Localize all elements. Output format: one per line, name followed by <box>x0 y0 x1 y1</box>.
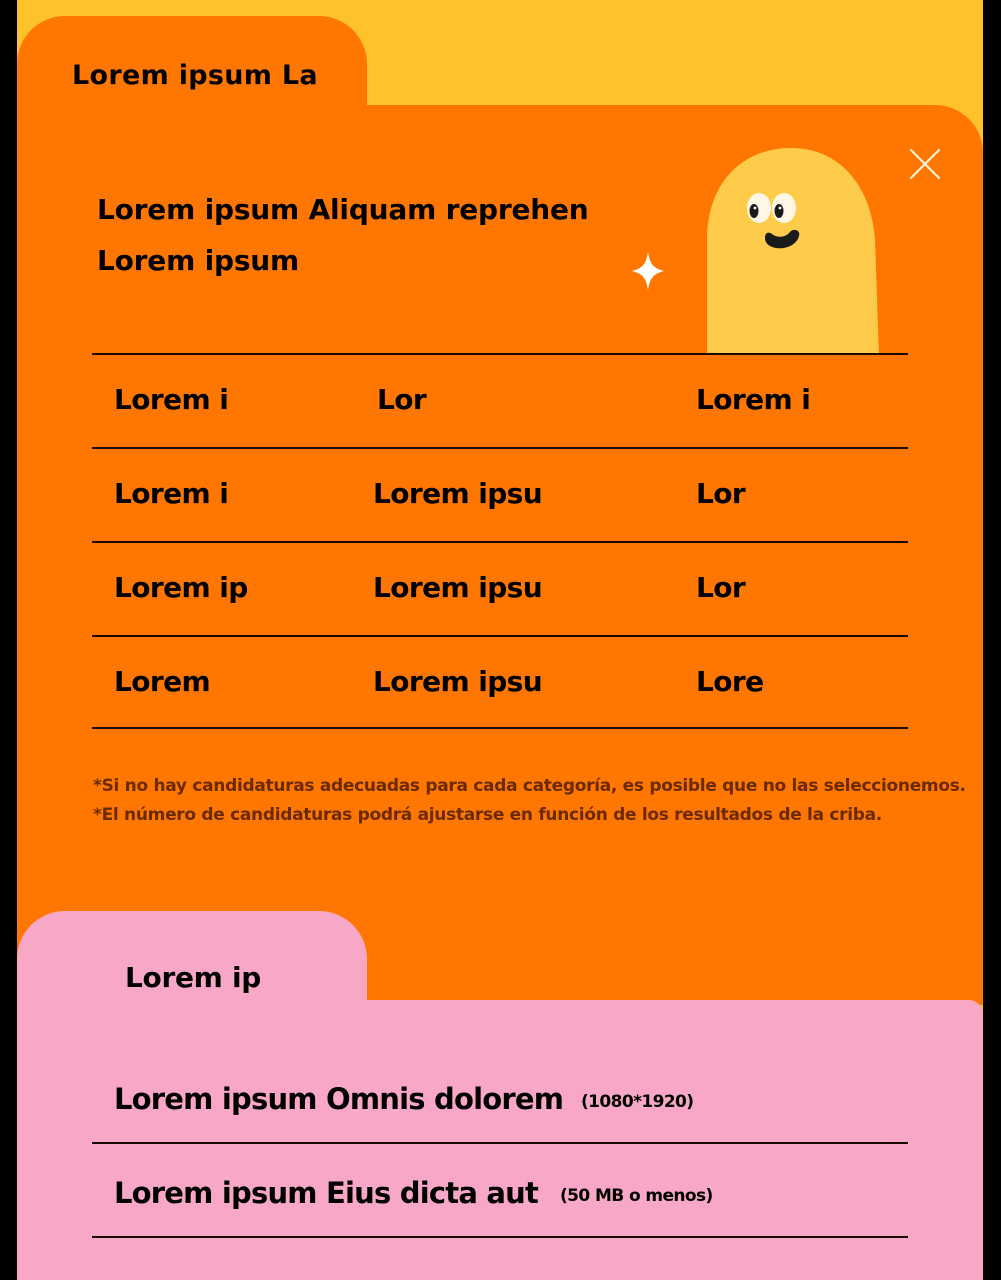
footnote: *Si no hay candidaturas adecuadas para cada categoría, es posible que no las seleccionemos. <box>93 776 966 796</box>
page <box>17 0 983 1280</box>
section-tab-orange <box>17 16 367 116</box>
candidates-table <box>92 353 908 729</box>
table-header-cell: Lorem i <box>114 383 229 416</box>
x-sparkle-icon <box>911 150 939 178</box>
table-cell: Lorem <box>114 665 211 698</box>
section-title: Lorem ip <box>125 961 262 994</box>
four-point-sparkle-icon <box>632 252 664 290</box>
requirement-row <box>92 1144 908 1238</box>
intro-line: Lorem ipsum Aliquam reprehen <box>97 193 589 226</box>
section-title: Lorem ipsum La <box>72 60 318 91</box>
requirement-hint: (50 MB o menos) <box>560 1186 713 1206</box>
table-cell: Lor <box>696 477 746 510</box>
table-cell: Lorem ipsu <box>373 571 543 604</box>
mascot-illustration <box>627 140 957 355</box>
footnote: *El número de candidaturas podrá ajustarse en función de los resultados de la criba. <box>93 805 882 825</box>
table-row <box>92 635 908 729</box>
footnotes <box>93 772 966 830</box>
requirement-label: Lorem ipsum Eius dicta aut <box>114 1176 539 1210</box>
table-row <box>92 447 908 541</box>
table-cell: Lorem ipsu <box>373 477 543 510</box>
table-cell: Lorem ip <box>114 571 248 604</box>
table-cell: Lore <box>696 665 764 698</box>
table-row <box>92 541 908 635</box>
requirement-hint: (1080*1920) <box>581 1092 694 1112</box>
table-header-cell: Lor <box>377 383 427 416</box>
table-cell: Lorem ipsu <box>373 665 543 698</box>
mascot-body <box>707 148 879 355</box>
table-header-cell: Lorem i <box>696 383 811 416</box>
requirement-row <box>92 1050 908 1144</box>
table-cell: Lor <box>696 571 746 604</box>
requirement-label: Lorem ipsum Omnis dolorem <box>114 1082 564 1116</box>
intro-line: Lorem ipsum <box>97 244 300 277</box>
intro-text <box>97 184 589 286</box>
table-header-row <box>92 353 908 447</box>
table-cell: Lorem i <box>114 477 229 510</box>
